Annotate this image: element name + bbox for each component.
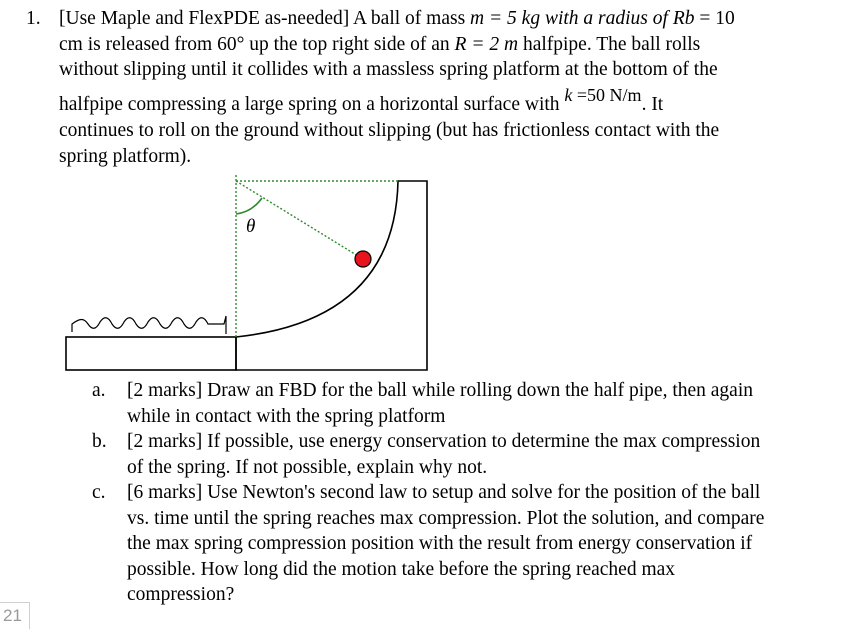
part-c-line-4: possible. How long did the motion take before the spring reached max <box>127 558 676 580</box>
halfpipe-outline <box>236 181 427 370</box>
part-a-label: a. <box>92 380 106 401</box>
problem-number: 1. <box>26 8 41 29</box>
problem-line-5: continues to roll on the ground without slipping (but has frictionless contact with the <box>59 120 720 141</box>
part-b-label: b. <box>92 431 107 452</box>
radius-symbol: Rb <box>672 8 695 29</box>
problem-line-6: spring platform). <box>59 145 192 167</box>
page-number: 21 <box>0 602 30 629</box>
radius-value: = 10 <box>694 8 735 29</box>
problem-line-1: [Use Maple and FlexPDE as-needed] A ball of mass m = 5 kg with a radius of Rb = 10 <box>59 8 735 29</box>
problem-line-4: halfpipe compressing a large spring on a horizontal surface with k =50 N/m. It <box>59 85 664 115</box>
spring-coil <box>72 316 226 334</box>
part-c-line-2: vs. time until the spring reaches max compression. Plot the solution, and compare <box>127 507 765 529</box>
part-b-line-2: of the spring. If not possible, explain why not. <box>127 456 488 478</box>
part-a-line-1: [2 marks] Draw an FBD for the ball while rolling down the half pipe, then again <box>127 380 754 401</box>
problem-line-3: without slipping until it collides with a massless spring platform at the bottom of the <box>59 59 718 80</box>
theta-label: θ <box>246 216 256 237</box>
part-b-line-1: [2 marks] If possible, use energy conservation to determine the max compression <box>127 431 761 452</box>
problem-line-2: cm is released from 60° up the top right side of an R = 2 m halfpipe. The ball rolls <box>59 33 701 55</box>
part-c-line-5: compression? <box>127 584 235 605</box>
halfpipe-figure <box>62 170 442 375</box>
part-c-line-1: [6 marks] Use Newton's second law to setup and solve for the position of the ball <box>127 482 761 503</box>
ball <box>355 251 371 267</box>
angle-arc <box>236 198 262 214</box>
mass-expr: m = 5 kg with a radius of <box>470 8 668 29</box>
spring-base <box>66 337 236 370</box>
part-c-label: c. <box>92 482 106 503</box>
part-c-line-3: the max spring compression position with the result from energy conservation if <box>127 533 753 554</box>
spring-constant: k =50 N/m <box>564 85 642 105</box>
R-expr: R = 2 m <box>454 33 519 55</box>
part-a-line-2: while in contact with the spring platform <box>127 405 446 427</box>
